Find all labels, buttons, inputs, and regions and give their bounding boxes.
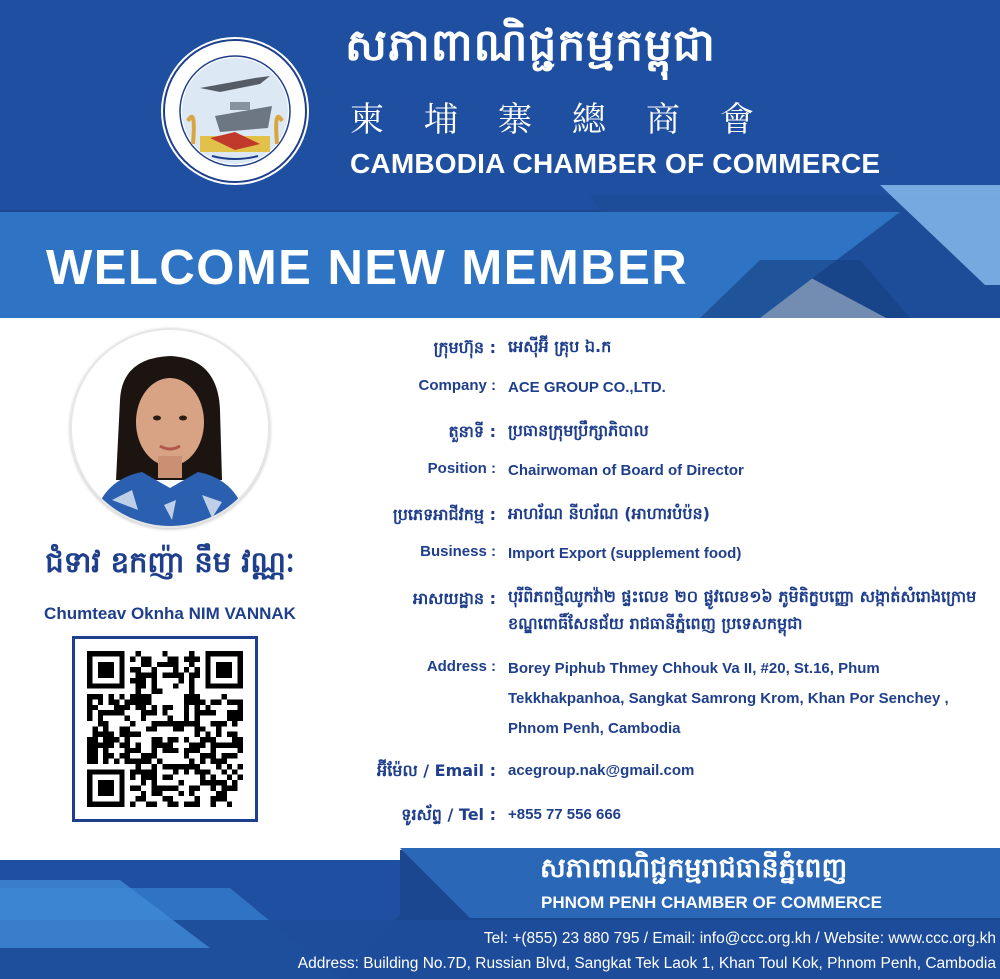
email-value[interactable]: acegroup.nak@gmail.com	[508, 762, 695, 779]
position-khmer-label: តួនាទី :	[448, 422, 496, 441]
company-khmer-value: អេស៊ីអ៊ី គ្រុប ឯ.ក	[508, 337, 612, 356]
member-name-english: Chumteav Oknha NIM VANNAK	[44, 604, 296, 623]
company-label: Company :	[418, 377, 496, 394]
footer-org-english: PHNOM PENH CHAMBER OF COMMERCE	[541, 893, 882, 912]
business-khmer-value: អាហរ័ណ នីហរ័ណ (អាហារបំប៉ន)	[508, 504, 710, 523]
address-khmer-value: បុរីពិភពថ្មីឈូកវ៉ា២ ផ្ទះលេខ ២០ ផ្លូវលេខ១៦ ភូមិតិក្ខបញ្ញោ សង្កាត់សំរោងក្រោម ខណ្ឌពោធិ៍សែនជ័យ រាជធានីភ្នំពេញ ប្រទេសកម្ពុជា	[508, 587, 977, 633]
business-value: Import Export (supplement food)	[508, 545, 742, 562]
tel-value[interactable]: +855 77 556 666	[508, 806, 622, 823]
chamber-title-chinese: 柬埔寨總商會	[350, 100, 794, 140]
qr-code-frame	[72, 636, 258, 822]
footer-org-khmer: សភាពាណិជ្ជកម្មរាជធានីភ្នំពេញ	[540, 853, 848, 884]
address-value: Borey Piphub Thmey Chhouk Va II, #20, St.16, Phum Tekkhakpanhoa, Sangkat Samrong Krom, Khan Por Senchey , Phnom Penh, Cambodia	[508, 660, 949, 737]
qr-code	[87, 651, 243, 807]
member-name-khmer: ជំទាវ ឧកញ៉ា នឹម វណ្ណៈ	[45, 545, 295, 579]
company-value: ACE GROUP CO.,LTD.	[508, 379, 666, 396]
chamber-logo	[160, 36, 310, 186]
footer-address: Address: Building No.7D, Russian Blvd, Sangkat Tek Laok 1, Khan Toul Kok, Phnom Penh, Cambodia	[297, 955, 996, 972]
footer-contact: Tel: +(855) 23 880 795 / Email: info@ccc.org.kh / Website: www.ccc.org.kh	[483, 930, 996, 947]
business-khmer-label: ប្រភេទអាជីវកម្ម :	[392, 505, 496, 524]
business-label: Business :	[420, 543, 496, 560]
tel-label: ទូរស័ព្ទ / Tel :	[401, 805, 496, 824]
address-label: Address :	[426, 658, 496, 675]
welcome-heading: WELCOME NEW MEMBER	[46, 241, 689, 295]
company-khmer-label: ក្រុមហ៊ុន :	[433, 338, 496, 357]
email-label: អ៊ីម៉ែល / Email :	[377, 761, 496, 780]
position-khmer-value: ប្រធានក្រុមប្រឹក្សាភិបាល	[508, 421, 649, 440]
chamber-title-english: CAMBODIA CHAMBER OF COMMERCE	[350, 148, 881, 179]
position-label: Position :	[427, 460, 496, 477]
address-khmer-label: អាសយដ្ឋាន :	[412, 589, 496, 608]
chamber-title-khmer: សភាពាណិជ្ជកម្មកម្ពុជា	[345, 20, 716, 71]
member-photo	[70, 328, 270, 528]
position-value: Chairwoman of Board of Director	[508, 462, 744, 479]
